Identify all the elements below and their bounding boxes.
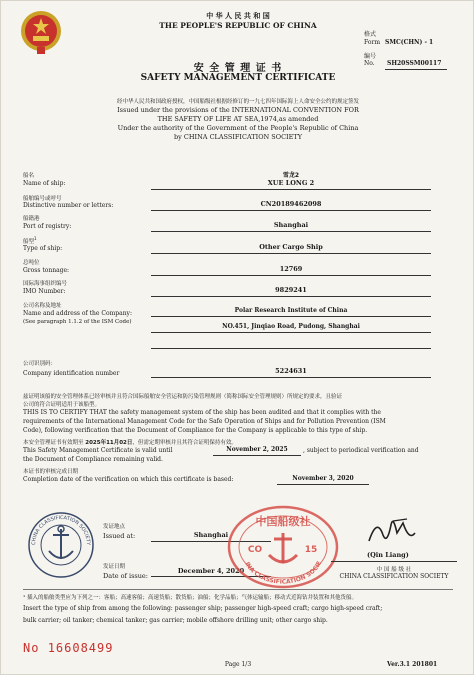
ccs-seal (27, 511, 95, 579)
intro-line-4: by CHINA CLASSIFICATION SOCIETY (174, 133, 302, 141)
date-of-issue-cn: 发证日期 (103, 564, 126, 570)
distinctive-number: CN20189462098 (260, 200, 322, 208)
form-value: SMC(CHN) - 1 (385, 39, 434, 46)
port-of-registry: Shanghai (273, 221, 309, 229)
svg-text:CHINA CLASSIFICATION SOCIETY: INA CLASSIFICATION SOCIE (243, 560, 324, 586)
verification-label: Completion date of the verification on which this certificate is based: (23, 476, 234, 483)
no-cn: 编号 (364, 53, 377, 60)
svg-text:中国船级社: 中国船级社 (255, 515, 311, 528)
intro-cn: 经中华人民共和国政府授权，中国船级社根据经修订的一九七四年国际海上人命安全公约的规定签发 (116, 99, 359, 105)
company-note: (See paragraph 1.1.2 of the ISM Code) (23, 319, 132, 325)
date-of-issue-label: Date of issue: (103, 572, 148, 580)
port-label: Port of registry: (23, 223, 72, 230)
type-of-ship: Other Cargo Ship (259, 243, 323, 251)
signer-name: (Qin Liang) (367, 551, 409, 559)
footnote-cn: ¹ 插入的船舶类型应为下列之一：客船；高速客船；高速货船；散货船；油船；化学品船；气体运输船；移动式近海钻井装置和其他货船。 (23, 595, 357, 601)
certify-en-2: requirements of the International Management Code for the Safe Operation of Ships and for Pollution Prevention (ISM (23, 418, 386, 425)
society-en: CHINA CLASSIFICATION SOCIETY (339, 573, 449, 580)
type-cn: 船型$^1$ (23, 236, 37, 245)
signature (363, 511, 419, 551)
certify-en-1: THIS IS TO CERTIFY THAT the safety management system of the ship has been audited and that it complies with the (23, 409, 381, 416)
valid-en-3: the Document of Compliance remaining valid. (23, 456, 163, 463)
certify-en-3: Code), following verification that the Document of Compliance for the Company is applicable to this type of ship. (23, 427, 368, 434)
country-en: THE PEOPLE'S REPUBLIC OF CHINA (159, 21, 317, 30)
verification-cn: 本证书的审核完成日期 (23, 469, 79, 475)
distinctive-number-cn: 船舶编号或呼号 (23, 196, 62, 202)
issued-at-value: Shanghai (193, 531, 229, 539)
company-name: Polar Research Institute of China (234, 307, 348, 314)
title-cn: 安 全 管 理 证 书 (193, 63, 283, 74)
valid-until-date: November 2, 2025 (226, 446, 288, 453)
type-label: Type of ship: (23, 245, 63, 252)
company-id-number: 5224631 (275, 367, 307, 375)
gross-tonnage-cn: 总吨位 (23, 260, 40, 266)
ccs-red-stamp (227, 505, 339, 589)
certify-cn-1: 兹证明该船的安全管理体系已经审核并且符合国际船舶安全营运和防污染管理规则（简称国际安全管理规则）所规定的要求，且验证 (23, 394, 343, 400)
imo-label: IMO Number: (23, 288, 66, 295)
page-number: Page 1/3 (224, 661, 252, 668)
imo-cn: 国际海事组织编号 (23, 281, 68, 287)
title-en: SAFETY MANAGEMENT CERTIFICATE (140, 73, 336, 83)
valid-en-2: , subject to periodical verification and (303, 447, 419, 454)
serial-number: No 16608499 (23, 641, 114, 655)
company-address: NO.451, Jinqiao Road, Pudong, Shanghai (222, 323, 360, 330)
version: Ver.3.1 201801 (387, 661, 438, 668)
name-of-ship-label: Name of ship: (23, 180, 66, 187)
certificate-number: SH20SSM00117 (387, 60, 442, 67)
company-cn: 公司名称及地址 (23, 303, 62, 309)
valid-en-1: This Safety Management Certificate is valid until (23, 447, 173, 454)
issued-at-cn: 发证地点 (103, 524, 126, 530)
society-cn: 中 国 船 级 社 (376, 567, 412, 573)
no-label: No. (364, 60, 375, 67)
name-of-ship-cn: 船名 (23, 173, 35, 179)
date-of-issue-value: December 4, 2020 (177, 567, 245, 575)
imo-number: 9829241 (275, 286, 307, 294)
company-id-label: Company identification number (23, 370, 120, 377)
intro-line-2: THE SAFETY OF LIFE AT SEA,1974,as amended (157, 115, 319, 123)
verification-date: November 3, 2020 (292, 475, 354, 482)
intro-line-1: Issued under the provisions of the INTERNATIONAL CONVENTION FOR (117, 106, 359, 114)
gross-tonnage-label: Gross tonnage: (23, 267, 70, 274)
valid-cn: 本安全管理证书有效期至 2025年11月02日，但需定期审核并且其符合证明保持有效。 (23, 440, 237, 446)
ship-name: XUE LONG 2 (267, 179, 315, 187)
distinctive-number-label: Distinctive number or letters: (23, 202, 114, 209)
svg-text:CHINA CLASSIFICATION SOCIETY: CHINA CLASSIFICATION SOCIETY (30, 514, 92, 546)
port-cn: 船籍港 (23, 216, 40, 222)
company-id-cn: 公司识别码： (23, 361, 57, 367)
form-cn: 格式 (364, 31, 377, 38)
gross-tonnage: 12769 (279, 265, 303, 273)
svg-text:CO: CO (247, 545, 263, 555)
ship-name-cn: 雪龙2 (282, 172, 300, 179)
certify-cn-2: 公司的符合证明适用于该船型。 (23, 402, 101, 408)
intro-line-3: Under the authority of the Government of the People's Republic of China (117, 124, 359, 132)
form-label: Form (364, 39, 381, 46)
footnote-en-1: Insert the type of ship from among the following: passenger ship; passenger high-speed craft; cargo high-speed craft; (23, 605, 383, 612)
company-label: Name and address of the Company: (23, 310, 132, 317)
country-cn: 中 华 人 民 共 和 国 (206, 12, 270, 20)
footnote-en-2: bulk carrier; oil tanker; chemical tanker; gas carrier; mobile offshore drilling unit; other cargo ship. (23, 617, 328, 624)
svg-text:15: 15 (304, 545, 318, 555)
issued-at-label: Issued at: (103, 532, 136, 540)
